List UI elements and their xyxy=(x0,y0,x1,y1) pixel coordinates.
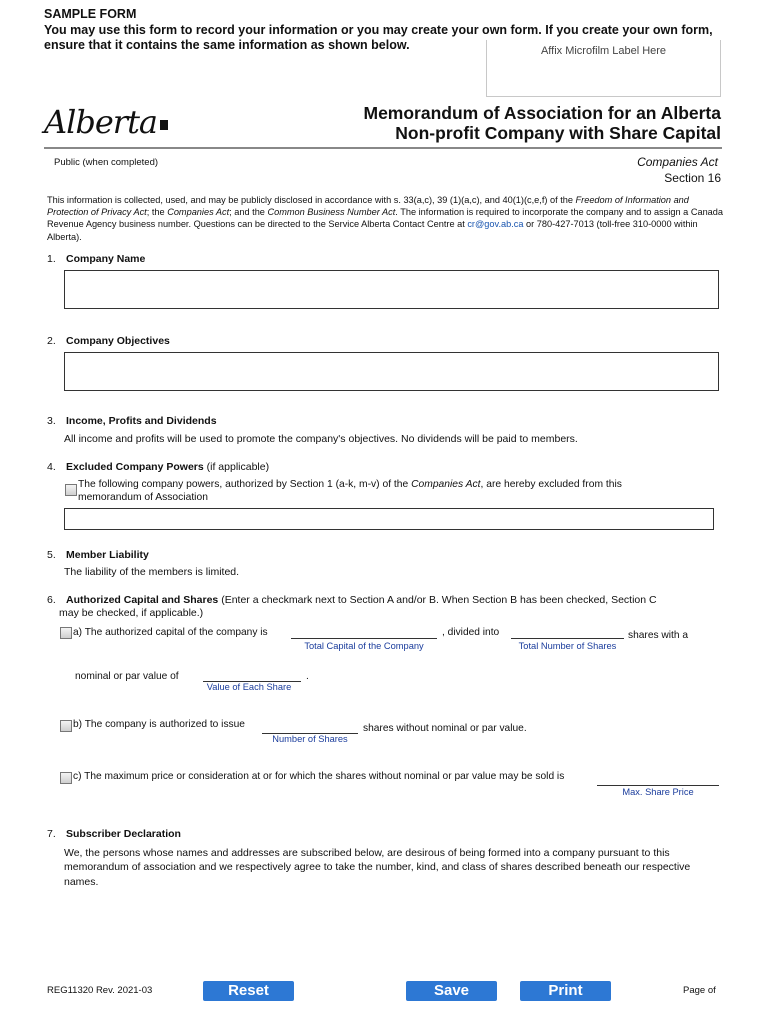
sample-form-title: SAMPLE FORM xyxy=(44,7,137,21)
logo-text: Alberta xyxy=(44,103,157,141)
option-b-suffix: shares without nominal or par value. xyxy=(363,723,527,734)
excluded-powers-checkbox[interactable] xyxy=(65,484,77,496)
nominal-period: . xyxy=(306,671,309,682)
microfilm-label-text: Affix Microfilm Label Here xyxy=(540,45,667,57)
max-share-price-caption: Max. Share Price xyxy=(622,787,694,797)
max-share-price-input[interactable] xyxy=(597,785,719,786)
section-5-heading xyxy=(47,549,149,561)
section-3-title: Income, Profits and Dividends xyxy=(66,415,217,427)
privacy-text-1: This information is collected, used, and may be publicly disclosed in accordance with s. 33(a,c), 39 (1)(a,c), and 40(1)(c,e,f) of the xyxy=(47,195,576,205)
total-capital-input[interactable] xyxy=(291,638,437,639)
section-1-title: Company Name xyxy=(66,253,146,265)
form-title-line1: Memorandum of Association for an Alberta xyxy=(363,103,721,123)
privacy-companies-act: Companies Act xyxy=(167,207,230,218)
section-6-title: Authorized Capital and Shares xyxy=(66,594,219,606)
form-title-line2: Non-profit Company with Share Capital xyxy=(395,123,721,143)
option-a-label: a) The authorized capital of the company is xyxy=(73,627,268,638)
section-5-body: The liability of the members is limited. xyxy=(64,566,240,578)
section-4-heading xyxy=(47,461,269,473)
act-name: Companies Act xyxy=(637,155,718,169)
section-2-title: Company Objectives xyxy=(66,335,170,347)
total-capital-caption: Total Capital of the Company xyxy=(304,641,424,651)
excluded-powers-field[interactable] xyxy=(64,508,714,530)
print-button[interactable]: Print xyxy=(520,981,611,1001)
option-c-label: c) The maximum price or consideration at or for which the shares without nominal or par value may be sold is xyxy=(73,771,565,782)
privacy-notice xyxy=(47,194,727,243)
page-number: Page of xyxy=(683,985,716,996)
microfilm-label-box xyxy=(486,40,721,97)
section-4-number: 4. xyxy=(47,461,56,473)
section-6-line2: may be checked, if applicable.) xyxy=(59,607,204,619)
company-objectives-field[interactable] xyxy=(64,352,719,391)
section-3-body: All income and profits will be used to promote the company's objectives. No dividends will be paid to members. xyxy=(64,433,578,445)
excluded-powers-text xyxy=(78,478,698,504)
option-a-checkbox[interactable] xyxy=(60,627,72,639)
section-4-title: Excluded Company Powers xyxy=(66,461,204,473)
total-number-shares-input[interactable] xyxy=(511,638,624,639)
divided-into-text: , divided into xyxy=(442,627,500,638)
save-button[interactable]: Save xyxy=(406,981,497,1001)
section-5-number: 5. xyxy=(47,549,56,561)
section-7-body: We, the persons whose names and addresses are subscribed below, are desirous of being formed into a company pursuant to this memorandum of association and we respectively agree to take the number, kind, and class of shares described beneath our respective names. xyxy=(64,847,691,888)
nominal-label: nominal or par value of xyxy=(75,671,179,682)
section-3-heading xyxy=(47,415,217,427)
option-b-label: b) The company is authorized to issue xyxy=(73,719,245,730)
excluded-powers-text-3: memorandum of Association xyxy=(78,492,208,503)
section-7-title: Subscriber Declaration xyxy=(66,828,181,840)
privacy-foip: Freedom of Information and Protection of Privacy Act xyxy=(47,195,689,218)
total-number-shares-caption: Total Number of Shares xyxy=(518,641,617,651)
public-label: Public (when completed) xyxy=(54,157,159,168)
excluded-powers-act: Companies Act xyxy=(411,479,481,490)
section-6-heading xyxy=(47,594,727,607)
logo-mark-icon xyxy=(160,120,168,130)
value-each-share-caption: Value of Each Share xyxy=(206,682,292,692)
excluded-powers-text-2: , are hereby excluded from this xyxy=(480,479,622,490)
option-b-checkbox[interactable] xyxy=(60,720,72,732)
section-7-heading xyxy=(47,828,181,840)
excluded-powers-text-1: The following company powers, authorized by Section 1 (a-k, m-v) of the xyxy=(78,479,412,490)
section-5-title: Member Liability xyxy=(66,549,149,561)
company-name-field[interactable] xyxy=(64,270,719,309)
option-c-checkbox[interactable] xyxy=(60,772,72,784)
header-divider xyxy=(44,147,722,149)
privacy-cbna: Common Business Number Act xyxy=(267,207,396,218)
section-1-number: 1. xyxy=(47,253,56,265)
form-code: REG11320 Rev. 2021-03 xyxy=(47,985,153,996)
form-title xyxy=(364,103,722,143)
section-7-number: 7. xyxy=(47,828,56,840)
section-6-suffix: (Enter a checkmark next to Section A and/or B. When Section B has been checked, Section C xyxy=(218,594,657,606)
section-1-heading xyxy=(47,253,145,265)
reset-button[interactable]: Reset xyxy=(203,981,294,1001)
shares-with-a-text: shares with a xyxy=(628,630,689,641)
sample-form-instructions: You may use this form to record your information or you may create your own form. If you create your own form, ensure that it contains the same information as shown below. xyxy=(44,23,713,52)
privacy-text-2: ; the xyxy=(146,207,168,218)
privacy-text-5: or 780-427-7013 (toll-free 310-0000 within Alberta). xyxy=(47,219,698,242)
privacy-text-4: . The information is required to incorporate the company and to assign a Canada Revenue Agency business number. Questions can be directed to the Service Alberta Contact Centre at xyxy=(47,207,724,230)
act-section: Section 16 xyxy=(664,171,721,185)
section-3-number: 3. xyxy=(47,415,56,427)
section-2-heading xyxy=(47,335,170,347)
section-2-number: 2. xyxy=(47,335,56,347)
number-of-shares-caption: Number of Shares xyxy=(272,734,348,744)
section-4-suffix: (if applicable) xyxy=(203,461,270,473)
privacy-text-3: ; and the xyxy=(229,207,268,218)
alberta-logo xyxy=(44,103,168,141)
section-6-number: 6. xyxy=(47,594,56,606)
contact-email-link[interactable]: cr@gov.ab.ca xyxy=(467,219,524,230)
